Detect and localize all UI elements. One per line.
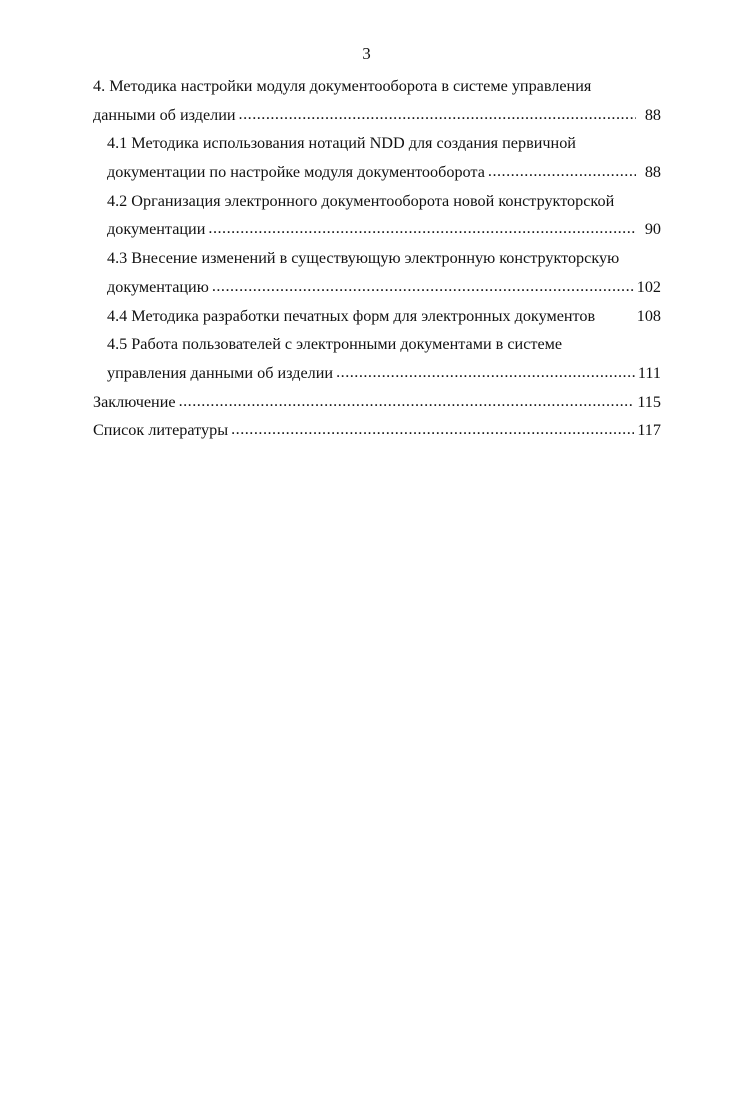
- toc-entry-text: 4.2 Организация электронного документооборота новой конструкторской: [107, 191, 615, 210]
- toc-entry-text: 4.1 Методика использования нотаций NDD для создания первичной: [107, 134, 576, 153]
- toc-entry-text: 4. Методика настройки модуля документооборота в системе управления: [93, 77, 592, 95]
- toc-entry-text: управления данными об изделии: [107, 363, 334, 382]
- toc-entry-last-line: [93, 388, 661, 417]
- toc-entry-text: документацию: [107, 277, 209, 296]
- toc-entry-4-4: [93, 302, 661, 331]
- dot-leader: [208, 214, 636, 243]
- toc-entry-text: документации по настройке модуля документооборота: [107, 163, 485, 182]
- toc-entry-text: 4.3 Внесение изменений в существующую электронную конструкторскую: [107, 249, 620, 268]
- table-of-contents: [93, 72, 661, 445]
- toc-entry-4-5: [93, 330, 661, 387]
- toc-entry-4: [93, 72, 661, 129]
- toc-page-number: 88: [644, 163, 661, 182]
- toc-page-number: 111: [637, 363, 661, 382]
- toc-page-number: 117: [637, 421, 661, 440]
- dot-leader: [231, 415, 634, 444]
- toc-entry-last-line: [93, 101, 661, 130]
- toc-entry-references: [93, 416, 661, 445]
- toc-page-number: 108: [636, 306, 661, 325]
- dot-leader: [239, 100, 636, 129]
- page-number: 3: [362, 44, 371, 63]
- toc-entry-last-line: [107, 273, 661, 302]
- toc-entry-last-line: [107, 215, 661, 244]
- toc-entry-4-1: [93, 129, 661, 186]
- dot-leader: [212, 272, 634, 301]
- toc-entry-text: Список литературы: [93, 421, 229, 440]
- toc-entry-text: 4.4 Методика разработки печатных форм для электронных документов: [107, 306, 596, 325]
- toc-page-number: 115: [637, 392, 661, 411]
- toc-page-number: 102: [636, 277, 661, 296]
- toc-entry-text: 4.5 Работа пользователей с электронными документами в системе: [107, 335, 563, 354]
- toc-page-number: 88: [644, 105, 661, 124]
- toc-page-number: 90: [644, 220, 661, 239]
- toc-entry-last-line: [93, 416, 661, 445]
- toc-entry-text: данными об изделии: [93, 105, 236, 124]
- toc-entry-text: Заключение: [93, 392, 176, 411]
- toc-entry-last-line: [107, 359, 661, 388]
- toc-entry-4-3: [93, 244, 661, 301]
- dot-leader: [488, 157, 636, 186]
- dot-leader: [336, 358, 635, 387]
- dot-leader: [179, 387, 635, 416]
- toc-entry-last-line: [107, 302, 661, 331]
- toc-entry-text: документации: [107, 220, 206, 239]
- toc-entry-conclusion: [93, 388, 661, 417]
- toc-entry-4-2: [93, 187, 661, 244]
- toc-entry-last-line: [107, 158, 661, 187]
